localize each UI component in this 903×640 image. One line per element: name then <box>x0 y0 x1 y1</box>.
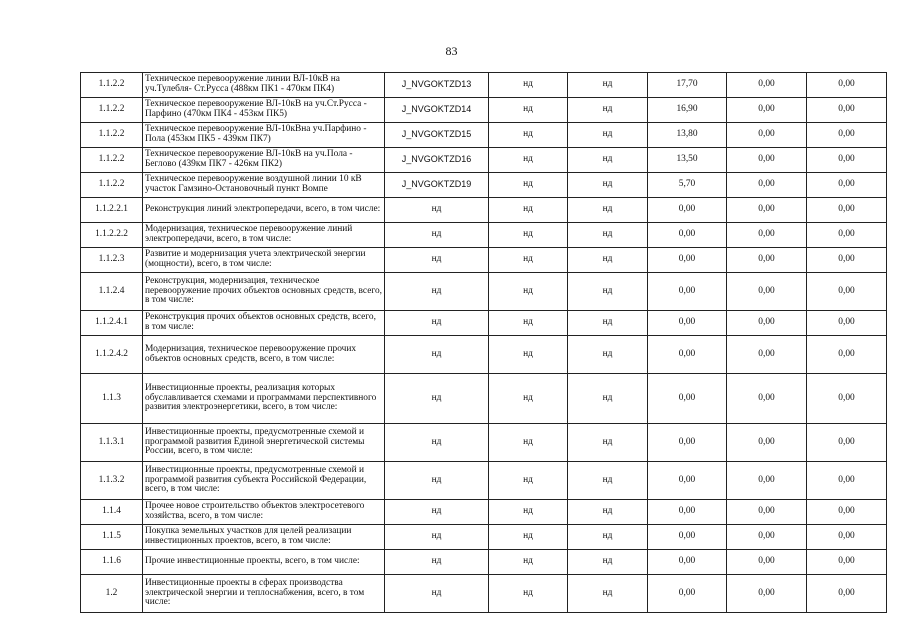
value-cell: нд <box>568 123 648 148</box>
project-code-cell: J_NVGOKTZD16 <box>385 148 489 173</box>
value-cell: 0,00 <box>807 198 887 223</box>
value-cell: нд <box>568 550 648 575</box>
investment-table <box>80 72 887 613</box>
value-cell: нд <box>489 311 568 336</box>
table-row <box>81 198 887 223</box>
project-name-cell: Реконструкция прочих объектов основных средств, всего, в том числе: <box>143 311 385 336</box>
value-cell: 0,00 <box>727 374 807 424</box>
project-code-cell: J_NVGOKTZD15 <box>385 123 489 148</box>
value-cell: 5,70 <box>648 173 727 198</box>
value-cell: нд <box>568 500 648 525</box>
value-cell: 0,00 <box>807 248 887 273</box>
value-cell: нд <box>489 73 568 98</box>
value-cell: нд <box>568 173 648 198</box>
project-name-cell: Инвестиционные проекты в сферах производства электрической энергии и теплоснабжения, всего, в том числе: <box>143 575 385 613</box>
value-cell: 0,00 <box>727 336 807 374</box>
row-number-cell: 1.1.2.2 <box>81 173 143 198</box>
value-cell: 0,00 <box>807 462 887 500</box>
project-code-cell: нд <box>385 462 489 500</box>
value-cell: нд <box>489 424 568 462</box>
table-row <box>81 123 887 148</box>
table-row <box>81 336 887 374</box>
value-cell: 0,00 <box>807 98 887 123</box>
value-cell: 0,00 <box>807 575 887 613</box>
project-name-cell: Реконструкция линий электропередачи, всего, в том числе: <box>143 198 385 223</box>
row-number-cell: 1.1.6 <box>81 550 143 575</box>
row-number-cell: 1.1.2.4 <box>81 273 143 311</box>
value-cell: нд <box>568 73 648 98</box>
value-cell: нд <box>489 500 568 525</box>
value-cell: нд <box>568 424 648 462</box>
value-cell: 0,00 <box>727 198 807 223</box>
project-name-cell: Инвестиционные проекты, реализация которых обуславливается схемами и программами перспективного развития электроэнергетики, всего, в том числе: <box>143 374 385 424</box>
project-name-cell: Инвестиционные проекты, предусмотренные схемой и программой развития субъекта Российской Федерации, всего, в том числе: <box>143 462 385 500</box>
project-name-cell: Модернизация, техническое перевооружение прочих объектов основных средств, всего, в том числе: <box>143 336 385 374</box>
value-cell: нд <box>489 525 568 550</box>
row-number-cell: 1.1.5 <box>81 525 143 550</box>
project-name-cell: Прочие инвестиционные проекты, всего, в том числе: <box>143 550 385 575</box>
value-cell: 0,00 <box>807 374 887 424</box>
value-cell: 0,00 <box>727 98 807 123</box>
value-cell: 0,00 <box>648 525 727 550</box>
project-code-cell: нд <box>385 311 489 336</box>
value-cell: 13,50 <box>648 148 727 173</box>
value-cell: 0,00 <box>807 311 887 336</box>
value-cell: нд <box>489 198 568 223</box>
value-cell: 0,00 <box>727 424 807 462</box>
project-name-cell: Техническое перевооружение воздушной линии 10 кВ участок Гамзино-Остановочный пункт Вомпе <box>143 173 385 198</box>
project-name-cell: Инвестиционные проекты, предусмотренные схемой и программой развития Единой энергетической системы России, всего, в том числе: <box>143 424 385 462</box>
value-cell: 0,00 <box>648 198 727 223</box>
value-cell: 0,00 <box>727 173 807 198</box>
value-cell: 0,00 <box>807 500 887 525</box>
project-name-cell: Техническое перевооружение ВЛ-10кВ на уч.Ст.Русса - Парфино (470км ПК4 - 453км ПК5) <box>143 98 385 123</box>
value-cell: 13,80 <box>648 123 727 148</box>
value-cell: 0,00 <box>648 550 727 575</box>
value-cell: нд <box>489 123 568 148</box>
value-cell: 0,00 <box>807 424 887 462</box>
value-cell: нд <box>489 223 568 248</box>
value-cell: 0,00 <box>648 273 727 311</box>
value-cell: 0,00 <box>807 550 887 575</box>
row-number-cell: 1.1.3.2 <box>81 462 143 500</box>
table-row <box>81 500 887 525</box>
value-cell: 0,00 <box>807 223 887 248</box>
value-cell: нд <box>489 273 568 311</box>
table-row <box>81 273 887 311</box>
value-cell: 0,00 <box>807 148 887 173</box>
value-cell: 17,70 <box>648 73 727 98</box>
value-cell: нд <box>489 462 568 500</box>
table-row <box>81 173 887 198</box>
project-name-cell: Прочее новое строительство объектов электросетевого хозяйства, всего, в том числе: <box>143 500 385 525</box>
table-row <box>81 550 887 575</box>
value-cell: 0,00 <box>648 248 727 273</box>
row-number-cell: 1.1.2.3 <box>81 248 143 273</box>
value-cell: 0,00 <box>727 223 807 248</box>
value-cell: нд <box>568 374 648 424</box>
value-cell: 0,00 <box>727 575 807 613</box>
row-number-cell: 1.1.2.4.2 <box>81 336 143 374</box>
value-cell: 0,00 <box>727 148 807 173</box>
project-code-cell: нд <box>385 500 489 525</box>
value-cell: 0,00 <box>727 550 807 575</box>
value-cell: 0,00 <box>648 311 727 336</box>
value-cell: 0,00 <box>648 424 727 462</box>
project-name-cell: Покупка земельных участков для целей реализации инвестиционных проектов, всего, в том числе: <box>143 525 385 550</box>
value-cell: 0,00 <box>727 525 807 550</box>
project-code-cell: нд <box>385 374 489 424</box>
value-cell: нд <box>568 311 648 336</box>
value-cell: 0,00 <box>648 500 727 525</box>
table-row <box>81 525 887 550</box>
value-cell: нд <box>489 248 568 273</box>
table-row <box>81 223 887 248</box>
row-number-cell: 1.2 <box>81 575 143 613</box>
value-cell: 0,00 <box>727 462 807 500</box>
table-row <box>81 424 887 462</box>
project-name-cell: Техническое перевооружение ВЛ-10кВна уч.Парфино - Пола (453км ПК5 - 439км ПК7) <box>143 123 385 148</box>
page-number: 83 <box>445 44 458 58</box>
row-number-cell: 1.1.2.2.1 <box>81 198 143 223</box>
value-cell: нд <box>489 173 568 198</box>
value-cell: 0,00 <box>807 73 887 98</box>
project-code-cell: нд <box>385 336 489 374</box>
value-cell: 0,00 <box>807 525 887 550</box>
value-cell: 0,00 <box>727 500 807 525</box>
project-code-cell: нд <box>385 575 489 613</box>
table-row <box>81 462 887 500</box>
value-cell: 0,00 <box>727 123 807 148</box>
value-cell: нд <box>568 575 648 613</box>
project-name-cell: Развитие и модернизация учета электрической энергии (мощности), всего, в том числе: <box>143 248 385 273</box>
table-row <box>81 374 887 424</box>
project-name-cell: Техническое перевооружение ВЛ-10кВ на уч.Пола - Беглово (439км ПК7 - 426км ПК2) <box>143 148 385 173</box>
project-name-cell: Техническое перевооружение линии ВЛ-10кВ на уч.Тулебля- Ст.Русса (488км ПК1 - 470км ПК4) <box>143 73 385 98</box>
value-cell: 0,00 <box>727 248 807 273</box>
project-code-cell: J_NVGOKTZD14 <box>385 98 489 123</box>
value-cell: нд <box>568 198 648 223</box>
value-cell: нд <box>568 273 648 311</box>
project-code-cell: нд <box>385 525 489 550</box>
table-row <box>81 73 887 98</box>
value-cell: 0,00 <box>727 73 807 98</box>
row-number-cell: 1.1.3.1 <box>81 424 143 462</box>
value-cell: 0,00 <box>648 223 727 248</box>
value-cell: нд <box>568 462 648 500</box>
project-code-cell: нд <box>385 424 489 462</box>
value-cell: 0,00 <box>807 336 887 374</box>
value-cell: нд <box>489 374 568 424</box>
row-number-cell: 1.1.3 <box>81 374 143 424</box>
value-cell: нд <box>568 248 648 273</box>
project-code-cell: нд <box>385 198 489 223</box>
value-cell: нд <box>489 575 568 613</box>
row-number-cell: 1.1.4 <box>81 500 143 525</box>
value-cell: 0,00 <box>727 273 807 311</box>
table-row <box>81 248 887 273</box>
row-number-cell: 1.1.2.4.1 <box>81 311 143 336</box>
value-cell: нд <box>489 98 568 123</box>
value-cell: 0,00 <box>648 374 727 424</box>
row-number-cell: 1.1.2.2 <box>81 123 143 148</box>
project-code-cell: нд <box>385 273 489 311</box>
value-cell: нд <box>568 525 648 550</box>
value-cell: 0,00 <box>807 273 887 311</box>
value-cell: 0,00 <box>648 336 727 374</box>
value-cell: нд <box>568 148 648 173</box>
row-number-cell: 1.1.2.2 <box>81 148 143 173</box>
project-code-cell: J_NVGOKTZD19 <box>385 173 489 198</box>
value-cell: 0,00 <box>807 123 887 148</box>
table-row <box>81 98 887 123</box>
value-cell: 0,00 <box>648 462 727 500</box>
value-cell: нд <box>568 98 648 123</box>
row-number-cell: 1.1.2.2 <box>81 73 143 98</box>
table-row <box>81 148 887 173</box>
value-cell: нд <box>568 223 648 248</box>
project-code-cell: нд <box>385 223 489 248</box>
value-cell: нд <box>568 336 648 374</box>
value-cell: нд <box>489 148 568 173</box>
row-number-cell: 1.1.2.2.2 <box>81 223 143 248</box>
value-cell: 16,90 <box>648 98 727 123</box>
project-name-cell: Модернизация, техническое перевооружение линий электропередачи, всего, в том числе: <box>143 223 385 248</box>
value-cell: 0,00 <box>807 173 887 198</box>
value-cell: нд <box>489 336 568 374</box>
value-cell: нд <box>489 550 568 575</box>
project-code-cell: нд <box>385 248 489 273</box>
table-row <box>81 311 887 336</box>
value-cell: 0,00 <box>727 311 807 336</box>
project-code-cell: J_NVGOKTZD13 <box>385 73 489 98</box>
value-cell: 0,00 <box>648 575 727 613</box>
project-code-cell: нд <box>385 550 489 575</box>
row-number-cell: 1.1.2.2 <box>81 98 143 123</box>
table-row <box>81 575 887 613</box>
project-name-cell: Реконструкция, модернизация, техническое перевооружение прочих объектов основных средств, всего, в том числе: <box>143 273 385 311</box>
